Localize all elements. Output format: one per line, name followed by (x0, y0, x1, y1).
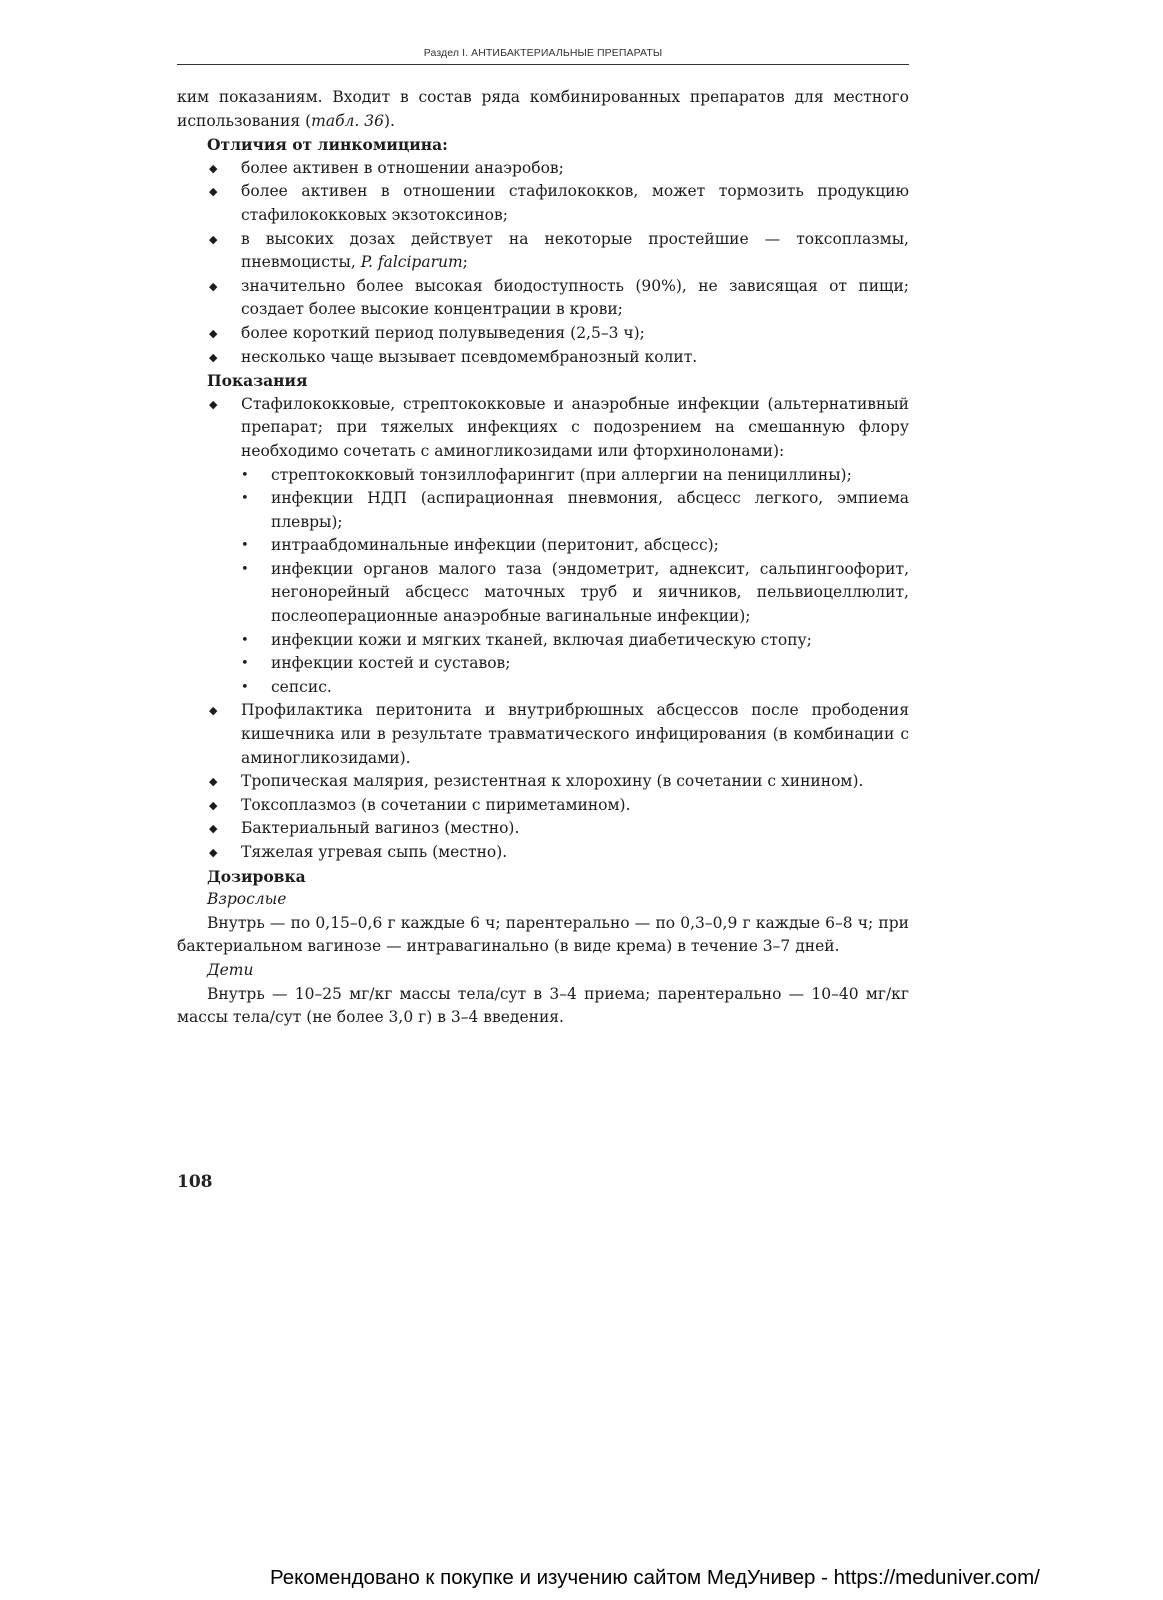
diamond-bullet-icon: ◆ (209, 846, 218, 859)
sub-list-item: • инфекции кожи и мягких тканей, включая диабетическую стопу; (177, 629, 909, 653)
sub-list-item: • инфекции органов малого таза (эндометрит, аднексит, сальпингоофорит, негонорейный абсцесс маточных труб и яичников, пельвиоцеллюлит, послеоперационные анаэробные вагинальные инфекции); (241, 559, 909, 626)
species-name: P. falciparum (360, 253, 463, 272)
diamond-bullet-icon: ◆ (209, 798, 218, 812)
indications-heading: Показания (207, 371, 308, 391)
sub-list-item: • инфекции НДП (аспирационная пневмония, абсцесс легкого, эмпиема плевры); (241, 489, 909, 531)
list-item: ◆ более короткий период полувыведения (2,5–3 ч); (177, 322, 909, 346)
diamond-bullet-icon: ◆ (209, 704, 218, 718)
diamond-bullet-icon: ◆ (209, 822, 218, 836)
list-item: ◆ более активен в отношении стафилококков, может тормозить продукцию стафилококковых экзотоксинов; (209, 182, 909, 224)
diamond-bullet-icon: ◆ (209, 232, 218, 246)
list-item: ◆ Тропическая малярия, резистентная к хлорохину (в сочетании с хинином). (177, 770, 909, 794)
list-item: ◆ Стафилококковые, стрептококковые и анаэробные инфекции (альтернативный препарат; при тяжелых инфекциях с подозрением на смешанную флору необходимо сочетать с аминогликозидами или фторхинолонами): (209, 394, 909, 460)
table-reference: табл. 36 (311, 111, 384, 130)
page-number: 108 (177, 1172, 213, 1192)
differences-heading: Отличия от линкомицина: (207, 135, 448, 155)
adults-dosage-paragraph: Внутрь — по 0,15–0,6 г каждые 6 ч; парентерально — по 0,3–0,9 г каждые 6–8 ч; при бактериальном вагинозе — интравагинально (в виде крема) в течение 3–7 дней. (177, 913, 909, 956)
list-item: ◆ Профилактика перитонита и внутрибрюшных абсцессов после прободения кишечника или в результате травматического инфицирования (в комбинации с аминогликозидами). (209, 701, 909, 767)
list-item: ◆ более активен в отношении анаэробов; (177, 157, 909, 181)
sub-list-item: • интраабдоминальные инфекции (перитонит, абсцесс); (177, 534, 909, 558)
running-title: Раздел I. АНТИБАКТЕРИАЛЬНЫЕ ПРЕПАРАТЫ (423, 47, 663, 59)
diamond-bullet-icon: ◆ (209, 279, 218, 293)
dot-bullet-icon: • (241, 679, 249, 695)
dot-bullet-icon: • (241, 561, 249, 577)
diamond-bullet-icon: ◆ (209, 775, 218, 789)
list-item: ◆ в высоких дозах действует на некоторые простейшие — токсоплазмы, пневмоцисты, P. falciparum; (209, 229, 909, 272)
sub-list-item: • инфекции костей и суставов; (177, 652, 909, 676)
dot-bullet-icon: • (241, 467, 249, 483)
diamond-bullet-icon: ◆ (209, 161, 218, 175)
dot-bullet-icon: • (241, 491, 249, 507)
dot-bullet-icon: • (241, 538, 249, 554)
children-dosage-paragraph: Внутрь — 10–25 мг/кг массы тела/сут в 3–4 приема; парентерально — 10–40 мг/кг массы тела/сут (не более 3,0 г) в 3–4 введения. (177, 984, 909, 1027)
dot-bullet-icon: • (241, 632, 249, 648)
header-rule (177, 64, 909, 65)
sub-list-item: • стрептококковый тонзиллофарингит (при аллергии на пенициллины); (177, 464, 909, 488)
list-item: ◆ Бактериальный вагиноз (местно). (177, 817, 909, 841)
dosage-heading: Дозировка (207, 866, 306, 886)
sub-list-item: • сепсис. (177, 676, 909, 700)
list-item: ◆ Тяжелая угревая сыпь (местно). (177, 841, 909, 865)
diamond-bullet-icon: ◆ (209, 326, 218, 340)
adults-subheading: Взрослые (207, 890, 287, 909)
children-subheading: Дети (207, 960, 254, 979)
list-item: ◆ несколько чаще вызывает псевдомембранозный колит. (177, 346, 909, 370)
footer-recommendation: Рекомендовано к покупке и изучению сайтом МедУнивер - https://meduniver.com/ (270, 1566, 1040, 1589)
diamond-bullet-icon: ◆ (209, 397, 218, 411)
dot-bullet-icon: • (241, 656, 249, 672)
intro-paragraph: ким показаниям. Входит в состав ряда комбинированных препаратов для местного использования (табл. 36). (177, 88, 909, 130)
diamond-bullet-icon: ◆ (209, 350, 218, 364)
diamond-bullet-icon: ◆ (209, 185, 218, 199)
list-item: ◆ значительно более высокая биодоступность (90%), не зависящая от пищи; создает более высокие концентрации в крови; (209, 276, 909, 319)
list-item: ◆ Токсоплазмоз (в сочетании с пириметамином). (177, 794, 909, 818)
body-text (177, 86, 909, 1030)
